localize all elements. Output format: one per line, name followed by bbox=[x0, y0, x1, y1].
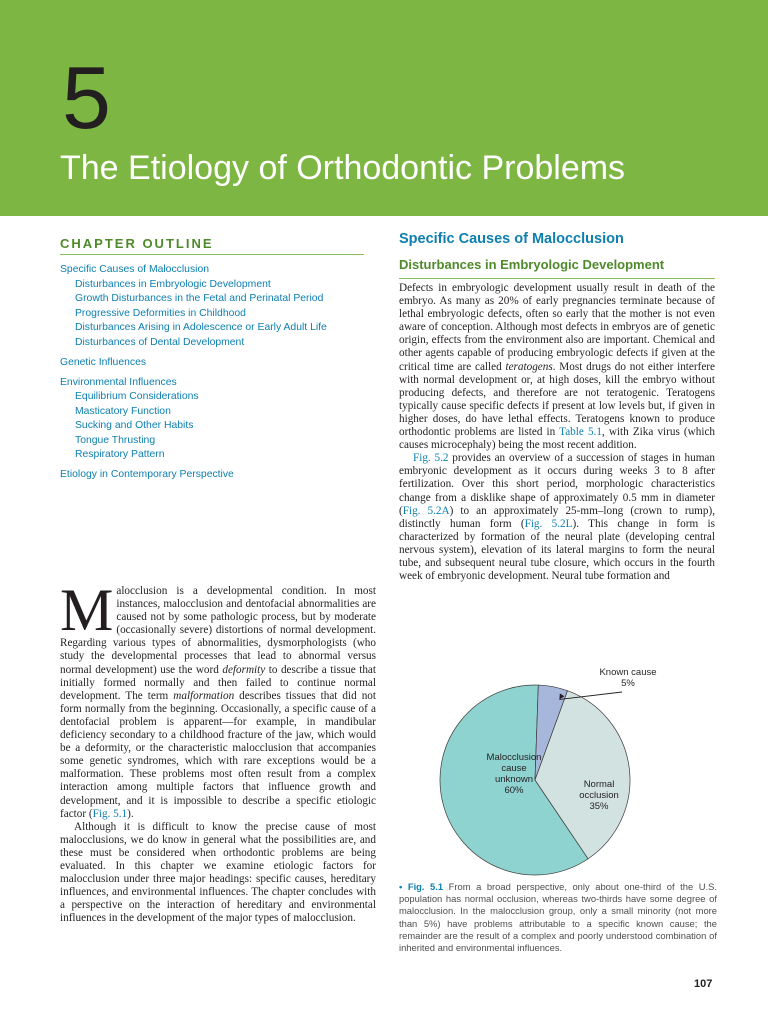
chapter-number: 5 bbox=[62, 48, 111, 147]
fig-5-1-link[interactable]: Fig. 5.1 bbox=[92, 807, 128, 820]
outline-item[interactable]: Respiratory Pattern bbox=[75, 449, 165, 460]
fig-5-2-link[interactable]: Fig. 5.2 bbox=[413, 452, 449, 465]
pie-label-known-cause: Known cause 5% bbox=[599, 667, 657, 689]
figure-label: Fig. 5.1 bbox=[407, 881, 444, 892]
outline-item[interactable]: Disturbances Arising in Adolescence or Early Adult Life bbox=[75, 322, 327, 333]
outline-item[interactable]: Masticatory Function bbox=[75, 405, 171, 417]
outline-item[interactable]: Growth Disturbances in the Fetal and Perinatal Period bbox=[75, 293, 324, 304]
chapter-title: The Etiology of Orthodontic Problems bbox=[60, 149, 626, 187]
pie-chart bbox=[400, 660, 716, 880]
pie-chart-figure bbox=[400, 660, 716, 880]
outline-item[interactable]: Specific Causes of Malocclusion bbox=[60, 264, 210, 275]
outline-item[interactable]: Tongue Thrusting bbox=[75, 434, 156, 446]
section-paragraph-1: Defects in embryologic development usually result in death of the embryo. As many as 20% of early pregnancies terminate because of lethal embryologic defects, often so early that the mother is not even aware of conception. Although most defects in embryos are of genetic origin, effects from the environment also are important. Chemical and other agents capable of producing embryologic defects if given at the critical time are called teratogens. Most drugs do not either interfere with normal development or, at high doses, kill the embryo without producing defects, and therefore are not teratogenic. Teratogens typically cause specific defects if present at low levels but, if given in higher doses, do have lethal effects. Teratogens known to produce orthodontic problems are listed in Table 5.1, with Zika virus (which causes microcephaly) being the most recent addition. bbox=[399, 282, 715, 452]
intro-paragraph-1: Malocclusion is a developmental condition. In most instances, malocclusion and dentofacial abnormalities are caused not by some pathologic process, but by moderate (occasionally severe) distortions of normal development. Regarding various types of abnormalities, dysmorphologists (who study the developmental processes that lead to abnormal versus normal development) use the word deformity to describe a tissue that initially formed normally and then failed to continue normal development. The term malformation describes tissues that did not form normally from the beginning. Occasionally, a specific cause of a dentofacial problem is apparent—for example, in mandibular deficiency secondary to a childhood fracture of the jaw, which would be a deformity, or the characteristic malocclusion that accompanies some genetic syndromes, which with rare exceptions would be a malformation. These problems most often result from a complex interaction among multiple factors that influence growth and development, and it is impossible to describe a specific etiologic factor (Fig. 5.1). bbox=[60, 577, 376, 820]
section-paragraph-2: Fig. 5.2 provides an overview of a succession of stages in human embryonic development as it occurs during weeks 3 to 8 after fertilization. Over this short period, morphologic characteristics change from a disklike shape of approximately 0.5 mm in diameter (Fig. 5.2A) to an approximately 25-mm–long (crown to rump), distinctly human form (Fig. 5.2L). This change in form is characterized by formation of the neural plate (developing central nervous system), elevation of its lateral margins to form the neural tube, and subsequent neural tube closure, which occurs in the fourth week of embryonic development. Neural tube formation and bbox=[399, 452, 715, 583]
section-heading: Specific Causes of Malocclusion bbox=[399, 231, 624, 247]
chapter-outline-heading: CHAPTER OUTLINE bbox=[60, 236, 364, 255]
outline-item[interactable]: Equilibrium Considerations bbox=[75, 391, 199, 402]
intro-text bbox=[60, 577, 376, 925]
outline-item[interactable]: Disturbances in Embryologic Development bbox=[75, 278, 271, 290]
chapter-outline bbox=[60, 263, 370, 483]
pie-label-malocclusion-unknown: Malocclusion cause unknown 60% bbox=[486, 752, 542, 796]
drop-cap: M bbox=[60, 577, 114, 643]
outline-item[interactable]: Disturbances of Dental Development bbox=[75, 336, 245, 348]
chapter-banner bbox=[0, 0, 768, 216]
outline-item[interactable]: Etiology in Contemporary Perspective bbox=[60, 469, 234, 480]
section-text bbox=[399, 282, 715, 583]
page-number: 107 bbox=[694, 978, 713, 990]
outline-item[interactable]: Progressive Deformities in Childhood bbox=[75, 307, 246, 319]
fig-5-2l-link[interactable]: Fig. 5.2L bbox=[524, 517, 573, 530]
outline-item[interactable]: Genetic Influences bbox=[60, 356, 147, 368]
section-subheading: Disturbances in Embryologic Development bbox=[399, 257, 715, 279]
fig-5-2a-link[interactable]: Fig. 5.2A bbox=[402, 504, 450, 517]
pie-label-normal-occlusion: Normal occlusion 35% bbox=[579, 779, 619, 812]
figure-caption: • Fig. 5.1 From a broad perspective, only about one-third of the U.S. population has normal occlusion, whereas two-thirds have some degree of malocclusion. In the malocclusion group, only a small minority (not more than 5%) have problems attributable to a specific known cause; the remainder are the result of a complex and poorly understood combination of inherited and environmental influences. bbox=[399, 881, 717, 954]
outline-item[interactable]: Environmental Influences bbox=[60, 376, 177, 388]
figure-caption-text: From a broad perspective, only about one-third of the U.S. population has normal occlusion, whereas two-thirds have some degree of malocclusion. In the malocclusion group, only a small minority (not more than 5%) have problems attributable to a specific known cause; the remainder are the result of a complex and poorly understood combination of inherited and environmental influences. bbox=[399, 881, 717, 954]
outline-item[interactable]: Sucking and Other Habits bbox=[75, 420, 194, 431]
table-5-1-link[interactable]: Table 5.1 bbox=[559, 426, 602, 439]
intro-paragraph-2: Although it is difficult to know the precise cause of most malocclusions, we do know in general what the possibilities are, and these must be considered when orthodontic problems are being evaluated. In this chapter we examine etiologic factors for malocclusion under three major headings: specific causes, hereditary influences, and environmental influences. The chapter concludes with a perspective on the interaction of hereditary and environmental influences in the development of the major types of malocclusion. bbox=[60, 820, 376, 925]
